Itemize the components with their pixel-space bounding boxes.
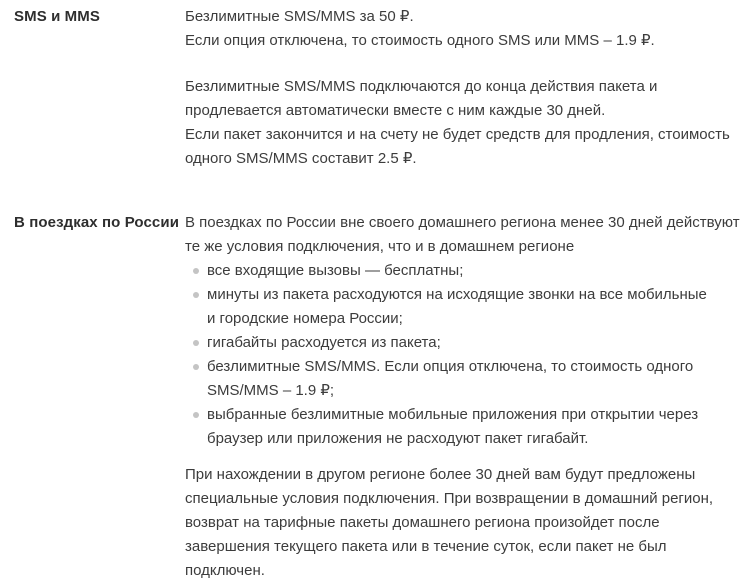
section-sms-mms — [14, 5, 735, 171]
section-sms-mms-content-column — [185, 5, 735, 171]
text-line: минуты из пакета расходуются на исходящие звонки на все мобильные — [207, 286, 707, 303]
text-line: специальные условия подключения. При возвращении в домашний регион, — [185, 490, 714, 507]
text-line: те же условия подключения, что и в домашнем регионе — [185, 238, 575, 255]
section-title-travel-russia: В поездках по России — [14, 214, 180, 231]
text-line: безлимитные SMS/MMS. Если опция отключена, то стоимость одного — [207, 358, 694, 375]
list-item-text — [207, 331, 735, 355]
text-line: Безлимитные SMS/MMS подключаются до конца действия пакета и — [185, 78, 658, 95]
text-line: Безлимитные SMS/MMS за 50 ₽. — [185, 8, 414, 25]
bullet-icon — [193, 268, 199, 274]
text-line: и городские номера России; — [207, 310, 403, 327]
text-line: гигабайты расходуется из пакета; — [207, 334, 441, 351]
text-line: При нахождении в другом регионе более 30 дней вам будут предложены — [185, 466, 696, 483]
section-travel-label-column — [14, 211, 185, 235]
list-item — [185, 283, 735, 331]
list-item-text — [207, 403, 735, 451]
text-line: SMS/MMS – 1.9 ₽; — [207, 382, 335, 399]
text-line: подключен. — [185, 562, 265, 579]
list-item — [185, 331, 735, 355]
text-line: все входящие вызовы — бесплатны; — [207, 262, 464, 279]
section-sms-mms-label-column — [14, 5, 185, 29]
section-title-sms-mms: SMS и MMS — [14, 8, 100, 25]
list-item — [185, 403, 735, 451]
text-line: Если опция отключена, то стоимость одного SMS или MMS – 1.9 ₽. — [185, 32, 655, 49]
list-item — [185, 355, 735, 403]
text-line: браузер или приложения не расходуют пакет гигабайт. — [207, 430, 589, 447]
list-item — [185, 259, 735, 283]
text-line: В поездках по России вне своего домашнего региона менее 30 дней действуют — [185, 214, 740, 231]
bullet-icon — [193, 364, 199, 370]
list-item-text — [207, 259, 735, 283]
travel-intro-paragraph — [185, 211, 740, 259]
list-item-text — [207, 283, 735, 331]
text-line: продлевается автоматически вместе с ним каждые 30 дней. — [185, 102, 606, 119]
text-line: Если пакет закончится и на счету не будет средств для продления, стоимость — [185, 126, 730, 143]
text-line: выбранные безлимитные мобильные приложения при открытии через — [207, 406, 699, 423]
sms-price-paragraph — [185, 5, 735, 53]
travel-conditions-list — [185, 259, 735, 451]
bullet-icon — [193, 340, 199, 346]
section-travel-content-column — [185, 211, 740, 583]
travel-outro-paragraph — [185, 463, 735, 583]
bullet-icon — [193, 412, 199, 418]
text-line: одного SMS/MMS составит 2.5 ₽. — [185, 150, 417, 167]
list-item-text — [207, 355, 735, 403]
sms-renewal-paragraph — [185, 75, 735, 171]
section-travel-russia — [14, 211, 740, 583]
text-line: завершения текущего пакета или в течение суток, если пакет не был — [185, 538, 667, 555]
bullet-icon — [193, 292, 199, 298]
text-line: возврат на тарифные пакеты домашнего региона произойдет после — [185, 514, 660, 531]
